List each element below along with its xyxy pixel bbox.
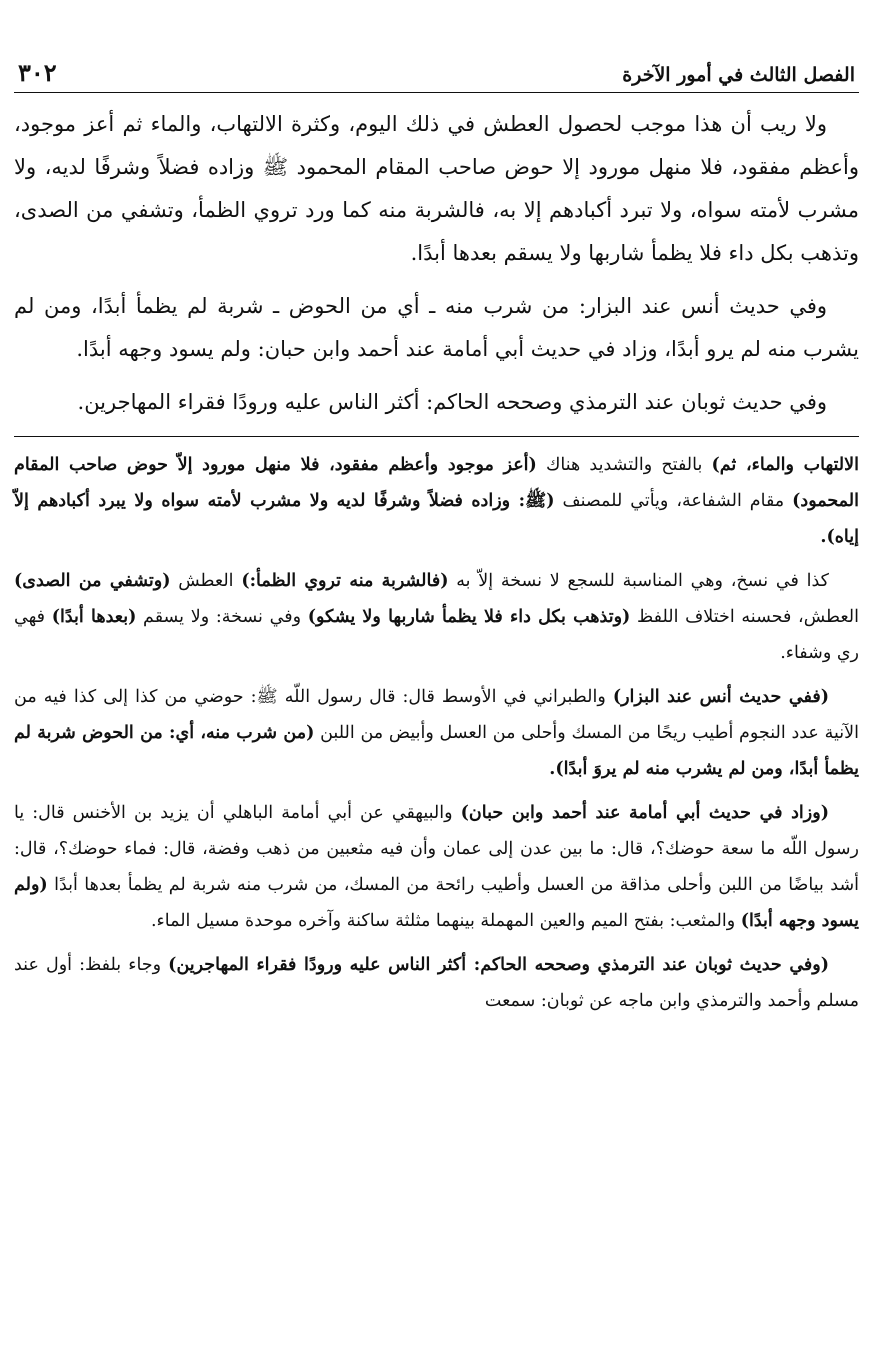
main-text-paragraph — [14, 285, 859, 371]
quoted-text: (بعدها أبدًا) — [51, 607, 137, 627]
main-text-paragraph — [14, 381, 859, 424]
page-number: ٣٠٢ — [18, 58, 57, 87]
commentary-paragraph — [14, 447, 859, 555]
text-segment: كذا في نسخ، وهي المناسبة للسجع لا نسخة إلاّ به — [448, 571, 829, 591]
text-segment: وفي حديث أنس عند البزار: من شرب منه ـ أي من الحوض ـ شربة لم يظمأ أبدًا، ومن لم يشرب منه لم يرو أبدًا، وزاد في حديث أبي أمامة عند أحمد وابن حبان: ولم يسود وجهه أبدًا. — [14, 294, 859, 361]
quoted-text: (أعز موجود وأعظم مفقود، فلا منهل مورود إلاّ حوض صاحب المقام المحمود) — [14, 455, 859, 511]
text-segment: مقام الشفاعة، ويأتي للمصنف — [554, 491, 793, 511]
commentary-paragraph — [14, 679, 859, 787]
quoted-text: (وتذهب بكل داء فلا يظمأ شاربها ولا يشكو) — [307, 607, 631, 627]
chapter-title: الفصل الثالث في أمور الآخرة — [622, 64, 855, 86]
commentary-paragraph — [14, 563, 859, 671]
page-header — [14, 58, 859, 88]
text-segment: والبيهقي عن أبي أمامة الباهلي أن يزيد بن الأخنس قال: يا رسول اللّه ما سعة حوضك؟، قال: ما بين عدن إلى عمان وأن فيه مثعبين من ذهب وفضة، قال: فماء حوضك؟، قال: أشد بياضًا من اللبن وأحلى مذاقة من العسل وأطيب رائحة من المسك، من شرب منه شربة لم يظمأ بعدها أبدًا — [14, 803, 859, 895]
quoted-text: (فالشربة منه تروي الظمأ:) — [241, 571, 449, 591]
quoted-text: (وزاد في حديث أبي أمامة عند أحمد وابن حبان) — [460, 803, 829, 823]
text-segment: وجاء بلفظ: أول عند مسلم وأحمد والترمذي وابن ماجه عن ثوبان: سمعت — [14, 955, 859, 1011]
book-page — [14, 58, 859, 1027]
commentary-divider — [14, 436, 859, 437]
text-segment: العطش، فحسنه اختلاف اللفظ — [630, 607, 859, 627]
main-text-paragraph — [14, 103, 859, 275]
text-segment: بالفتح والتشديد هناك — [536, 455, 712, 475]
quoted-text: (وتشفي من الصدى) — [14, 571, 171, 591]
text-segment: والمثعب: بفتح الميم والعين المهملة بينهما مثلثة ساكنة وآخره موحدة مسيل الماء. — [150, 911, 741, 931]
quoted-text: (ﷺ: وزاده فضلاً وشرفًا لديه ولا مشرب لأمته سواه ولا يبرد أكبادهم إلاّ إياه). — [14, 491, 859, 547]
text-segment: وفي حديث ثوبان عند الترمذي وصححه الحاكم: أكثر الناس عليه ورودًا فقراء المهاجرين. — [77, 390, 827, 414]
quoted-text: (من شرب منه، أي: من الحوض شربة لم يظمأ أبدًا، ومن لم يشرب منه لم يروَ أبدًا). — [14, 723, 859, 779]
quoted-text: الالتهاب والماء، ثم) — [711, 455, 859, 475]
text-segment: فهي ري وشفاء. — [14, 607, 859, 663]
header-rule — [14, 92, 859, 93]
commentary-paragraph — [14, 795, 859, 939]
text-segment: ولا ريب أن هذا موجب لحصول العطش في ذلك اليوم، وكثرة الالتهاب، والماء ثم أعز موجود، وأعظم مفقود، فلا منهل مورود إلا حوض صاحب المقام المحمود ﷺ وزاده فضلاً وشرفًا لديه، ولا مشرب لأمته سواه، ولا تبرد أكبادهم إلا به، فالشربة منه كما ورد تروي الظمأ، وتشفي من الصدى، وتذهب بكل داء فلا يظمأ شاربها ولا يسقم بعدها أبدًا. — [14, 112, 859, 265]
main-text — [14, 103, 859, 424]
quoted-text: (وفي حديث ثوبان عند الترمذي وصححه الحاكم: أكثر الناس عليه ورودًا فقراء المهاجرين) — [168, 955, 830, 975]
text-segment: وفي نسخة: ولا يسقم — [136, 607, 308, 627]
quoted-text: (ولم يسود وجهه أبدًا) — [14, 875, 859, 931]
text-segment: والطبراني في الأوسط قال: قال رسول اللّه ﷺ: حوضي من كذا إلى كذا فيه من الآنية عدد النجوم أطيب ريحًا من المسك وأحلى من العسل وأبيض من اللبن — [14, 687, 859, 743]
commentary-text — [14, 447, 859, 1019]
quoted-text: (ففي حديث أنس عند البزار) — [612, 687, 829, 707]
text-segment: العطش — [170, 571, 242, 591]
commentary-paragraph — [14, 947, 859, 1019]
